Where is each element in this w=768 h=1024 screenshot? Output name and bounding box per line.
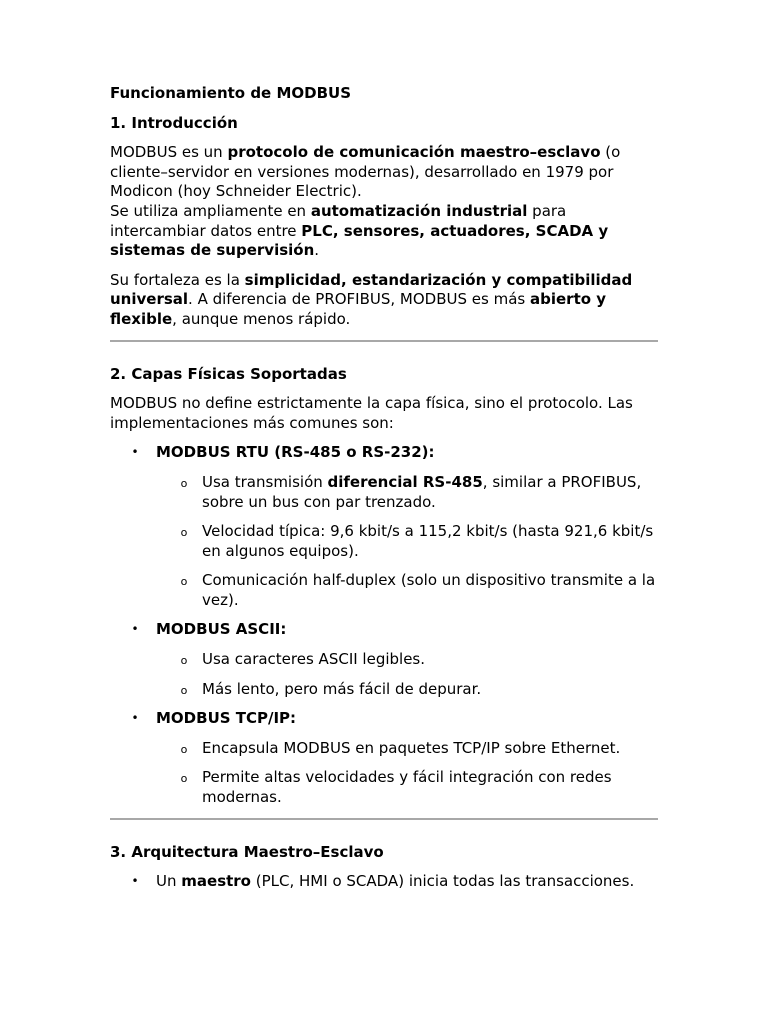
- text-run: para intercambiar datos entre: [110, 201, 567, 240]
- text-run: Encapsula MODBUS en paquetes TCP/IP sobre Ethernet.: [202, 738, 621, 757]
- list-item-tcp: [110, 709, 658, 807]
- text-run: Su fortaleza es la: [110, 270, 245, 289]
- text-run: Velocidad típica: 9,6 kbit/s a 115,2 kbit/s (hasta 921,6 kbit/s en algunos equipos).: [202, 522, 654, 560]
- list-item-label: MODBUS RTU (RS-485 o RS-232):: [156, 443, 435, 462]
- text-run: Un: [156, 872, 182, 891]
- bold-run: diferencial RS-485: [327, 472, 483, 491]
- list-item: [156, 680, 658, 700]
- bullet-circle: o: [180, 742, 188, 756]
- text-run: , similar a PROFIBUS, sobre un bus con par trenzado.: [202, 472, 642, 511]
- architecture-list: [110, 872, 658, 892]
- text-run: Usa transmisión: [202, 472, 328, 491]
- text-run: .: [314, 241, 320, 260]
- text-run: (PLC, HMI o SCADA) inicia todas las transacciones.: [251, 872, 635, 891]
- bullet-disc: •: [131, 445, 139, 460]
- intro-paragraph-2: [110, 271, 658, 330]
- list-item: [156, 473, 658, 512]
- section-1-heading: 1. Introducción: [110, 113, 238, 132]
- text-run: , aunque menos rápido.: [172, 309, 351, 328]
- physical-layers-list: [110, 443, 658, 807]
- list-item: [156, 739, 658, 759]
- bold-run: simplicidad, estandarización y compatibilidad universal: [110, 270, 633, 309]
- text-run: (o cliente–servidor en versiones modernas), desarrollado en 1979 por Modicon (hoy Schneider Electric).: [110, 143, 621, 201]
- list-item: [156, 650, 658, 670]
- bullet-circle: o: [180, 654, 188, 668]
- section-3-heading: 3. Arquitectura Maestro–Esclavo: [110, 842, 384, 861]
- list-item-rtu: [110, 443, 658, 610]
- bold-run: PLC, sensores, actuadores, SCADA y sistemas de supervisión: [110, 221, 609, 260]
- list-item: [156, 571, 658, 610]
- document-page: [110, 84, 658, 902]
- list-item: [156, 768, 658, 807]
- document-title: Funcionamiento de MODBUS: [110, 84, 351, 102]
- ascii-sublist: [156, 650, 658, 699]
- section-divider: [110, 818, 658, 820]
- bold-run: abierto y flexible: [110, 290, 607, 328]
- bullet-circle: o: [180, 575, 188, 589]
- bullet-disc: •: [131, 711, 139, 726]
- text-run: Usa caracteres ASCII legibles.: [202, 650, 426, 669]
- list-item: [110, 872, 658, 892]
- bold-run: maestro: [181, 872, 251, 891]
- bullet-disc: •: [131, 874, 139, 889]
- section-2-intro: MODBUS no define estrictamente la capa física, sino el protocolo. Las implementaciones más comunes son:: [110, 394, 633, 432]
- rtu-sublist: [156, 473, 658, 611]
- list-item: [156, 522, 658, 561]
- text-run: Más lento, pero más fácil de depurar.: [202, 679, 482, 698]
- section-divider: [110, 340, 658, 342]
- text-run: Comunicación half-duplex (solo un dispositivo transmite a la vez).: [202, 571, 656, 609]
- bullet-circle: o: [180, 476, 188, 490]
- section-2-heading: 2. Capas Físicas Soportadas: [110, 364, 347, 383]
- tcp-sublist: [156, 739, 658, 808]
- intro-paragraph-1: [110, 143, 658, 261]
- list-item-label: MODBUS ASCII:: [156, 620, 287, 639]
- bullet-circle: o: [180, 683, 188, 697]
- bullet-circle: o: [180, 526, 188, 540]
- bold-run: protocolo de comunicación maestro–esclavo: [227, 143, 601, 162]
- list-item-ascii: [110, 620, 658, 699]
- text-run: Permite altas velocidades y fácil integración con redes modernas.: [202, 768, 612, 807]
- text-run: MODBUS es un: [110, 143, 228, 162]
- bold-run: automatización industrial: [310, 201, 528, 220]
- bullet-circle: o: [180, 772, 188, 786]
- list-item-label: MODBUS TCP/IP:: [156, 709, 297, 728]
- text-run: Se utiliza ampliamente en: [110, 201, 311, 220]
- text-run: . A diferencia de PROFIBUS, MODBUS es más: [188, 290, 530, 309]
- bullet-disc: •: [131, 622, 139, 637]
